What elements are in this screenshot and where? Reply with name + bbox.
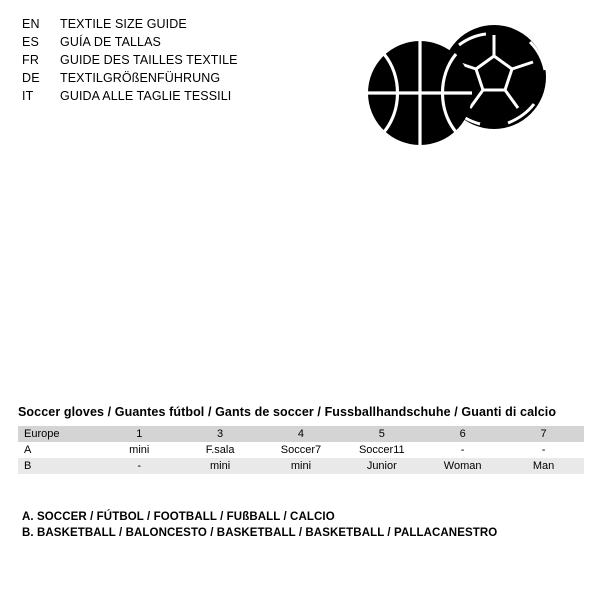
language-code: FR	[22, 53, 40, 67]
table-cell: B	[18, 458, 99, 474]
language-title: GUÍA DE TALLAS	[60, 35, 161, 49]
size-table	[18, 426, 584, 474]
language-row	[22, 15, 352, 33]
footnote-a: A. SOCCER / FÚTBOL / FOOTBALL / FUßBALL / CALCIO	[22, 511, 335, 523]
language-row	[22, 33, 352, 51]
language-code: EN	[22, 17, 40, 31]
table-cell: mini	[99, 442, 180, 458]
table-cell: Woman	[422, 458, 503, 474]
table-row	[18, 426, 584, 442]
table-cell: Europe	[18, 426, 99, 442]
table-cell: -	[422, 442, 503, 458]
table-cell: 3	[180, 426, 261, 442]
language-row	[22, 87, 352, 105]
table-cell: mini	[180, 458, 261, 474]
table-cell: Junior	[341, 458, 422, 474]
language-title: TEXTILGRÖßENFÜHRUNG	[60, 71, 221, 85]
basketball-icon	[368, 41, 472, 145]
table-cell: A	[18, 442, 99, 458]
table-cell: -	[99, 458, 180, 474]
table-cell: F.sala	[180, 442, 261, 458]
language-title: GUIDE DES TAILLES TEXTILE	[60, 53, 238, 67]
table-title: Soccer gloves / Guantes fútbol / Gants de soccer / Fussballhandschuhe / Guanti di calcio	[18, 405, 557, 419]
language-row	[22, 69, 352, 87]
language-row	[22, 51, 352, 69]
table-row	[18, 442, 584, 458]
table-cell: Soccer11	[341, 442, 422, 458]
table-row	[18, 458, 584, 474]
size-table-section	[18, 405, 584, 474]
table-cell: 6	[422, 426, 503, 442]
language-title-block	[22, 15, 352, 105]
table-cell: -	[503, 442, 584, 458]
table-cell: Soccer7	[261, 442, 342, 458]
language-code: DE	[22, 71, 40, 85]
table-cell: 1	[99, 426, 180, 442]
language-code: IT	[22, 89, 34, 103]
table-cell: mini	[261, 458, 342, 474]
footnotes	[22, 509, 582, 541]
language-code: ES	[22, 35, 40, 49]
table-cell: 5	[341, 426, 422, 442]
language-title: TEXTILE SIZE GUIDE	[60, 17, 187, 31]
table-cell: 4	[261, 426, 342, 442]
footnote-b: B. BASKETBALL / BALONCESTO / BASKETBALL / BASKETBALL / PALLACANESTRO	[22, 527, 498, 539]
balls-illustration	[355, 20, 565, 170]
table-cell: Man	[503, 458, 584, 474]
table-cell: 7	[503, 426, 584, 442]
language-title: GUIDA ALLE TAGLIE TESSILI	[60, 89, 232, 103]
